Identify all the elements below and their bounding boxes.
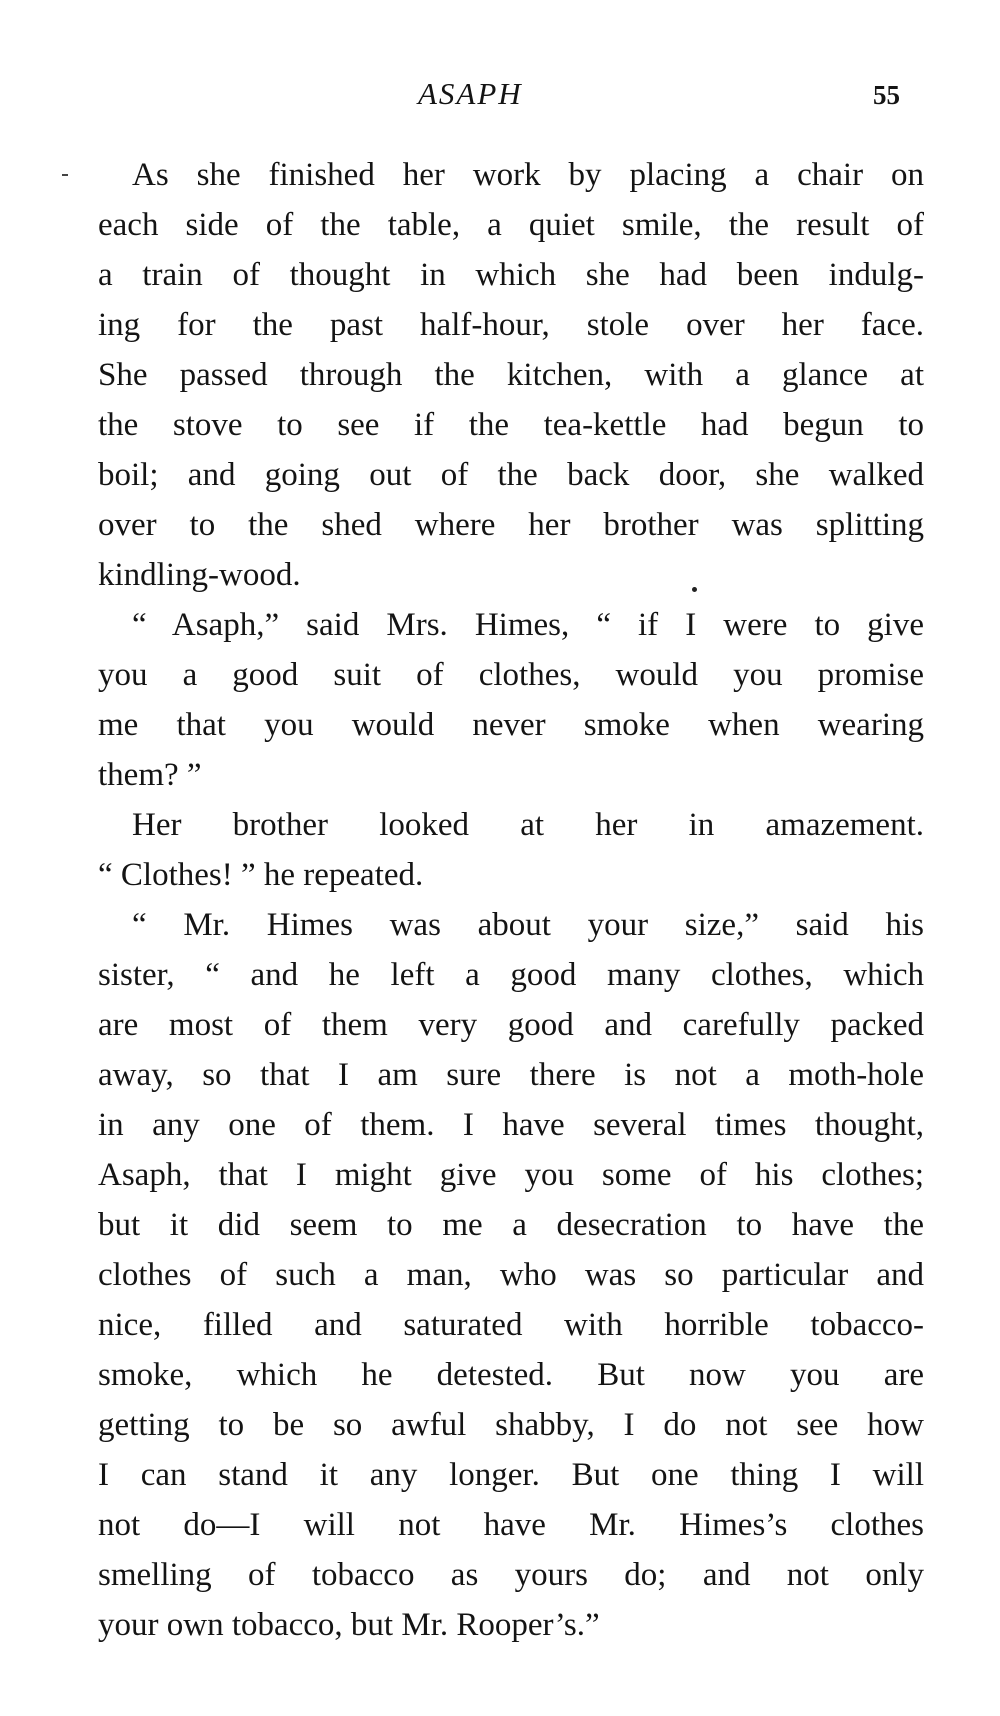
text-line: but it did seem to me a desecration to have the: [98, 1207, 924, 1243]
text-line: each side of the table, a quiet smile, the result of: [98, 207, 924, 243]
text-line: “ Clothes! ” he repeated.: [98, 857, 424, 893]
page-number: 55: [873, 80, 900, 110]
text-line: boil; and going out of the back door, she walked: [98, 457, 924, 493]
text-line: you a good suit of clothes, would you promise: [98, 657, 924, 693]
running-head: [0, 76, 1000, 120]
text-line: a train of thought in which she had been indulg-: [98, 257, 924, 293]
text-line: ing for the past half-hour, stole over her face.: [98, 307, 924, 343]
text-line: kindling-wood.: [98, 557, 301, 593]
text-line: me that you would never smoke when wearing: [98, 707, 924, 743]
text-line: not do—I will not have Mr. Himes’s clothes: [98, 1507, 924, 1543]
text-line: sister, “ and he left a good many clothes, which: [98, 957, 924, 993]
text-line: in any one of them. I have several times thought,: [98, 1107, 924, 1143]
text-line: Her brother looked at her in amazement.: [132, 807, 924, 843]
text-line: clothes of such a man, who was so particular and: [98, 1257, 924, 1293]
text-line: them? ”: [98, 757, 202, 793]
body-text: [98, 150, 924, 1650]
text-line: over to the shed where her brother was splitting: [98, 507, 924, 543]
running-title: ASAPH: [418, 76, 523, 111]
text-line: nice, filled and saturated with horrible tobacco-: [98, 1307, 924, 1343]
text-line: I can stand it any longer. But one thing I will: [98, 1457, 924, 1493]
text-line: She passed through the kitchen, with a glance at: [98, 357, 924, 393]
text-line: getting to be so awful shabby, I do not see how: [98, 1407, 924, 1443]
text-line: Asaph, that I might give you some of his clothes;: [98, 1157, 924, 1193]
text-line: are most of them very good and carefully packed: [98, 1007, 924, 1043]
text-line: As she finished her work by placing a chair on: [132, 157, 924, 193]
margin-mark: [62, 174, 68, 176]
text-line: “ Asaph,” said Mrs. Himes, “ if I were to give: [132, 607, 924, 643]
text-line: smelling of tobacco as yours do; and not only: [98, 1557, 924, 1593]
text-line: “ Mr. Himes was about your size,” said his: [132, 907, 924, 943]
text-line: the stove to see if the tea-kettle had begun to: [98, 407, 924, 443]
text-line: away, so that I am sure there is not a moth-hole: [98, 1057, 924, 1093]
text-line: your own tobacco, but Mr. Rooper’s.”: [98, 1607, 600, 1643]
text-line: smoke, which he detested. But now you are: [98, 1357, 924, 1393]
